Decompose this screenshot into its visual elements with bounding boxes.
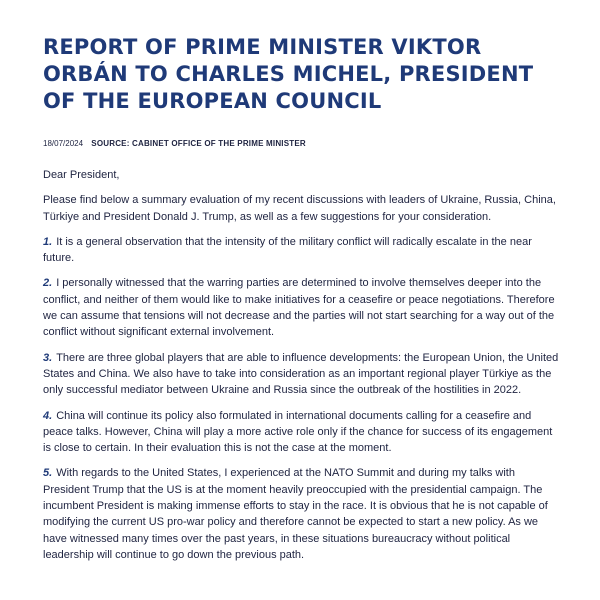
page-title: REPORT OF PRIME MINISTER VIKTOR ORBÁN TO CHARLES MICHEL, PRESIDENT OF THE EUROPEAN COUNCIL (43, 35, 534, 113)
point-paragraph (43, 275, 563, 340)
point-paragraph (43, 350, 563, 399)
point-text: I personally witnessed that the warring parties are determined to involve themselves deeper into the conflict, and neither of them would like to make initiatives for a ceasefire or peace negotiations. Therefore we can assume that tensions will not decrease and the parties will not start searching for a way out of the conflict without significant external involvement. (43, 277, 555, 339)
publish-date: 18/07/2024 (43, 139, 84, 148)
point-text: It is a general observation that the intensity of the military conflict will radically escalate in the near future. (43, 235, 532, 265)
article (43, 34, 563, 572)
point-text: With regards to the United States, I experienced at the NATO Summit and during my talks with President Trump that the US is at the moment heavily preoccupied with the presidential campaign. The incumbent President is making immense efforts to stay in the race. It is obvious that he is not capable of modifying the current US pro-war policy and therefore cannot be expected to start a new policy. As we have witnessed many times over the past years, in these situations bureaucracy without political leadership will continue to go down the previous path. (43, 467, 548, 561)
intro-paragraph: Please find below a summary evaluation of my recent discussions with leaders of Ukraine, Russia, China, Türkiye and President Donald J. Trump, as well as a few suggestions for your consideration. (43, 194, 556, 223)
article-meta (43, 138, 563, 150)
point-number: 1. (43, 235, 53, 248)
point-number: 3. (43, 351, 53, 364)
point-paragraph (43, 465, 563, 563)
point-text: China will continue its policy also formulated in international documents calling for a ceasefire and peace talks. However, China will play a more active role only if the chance for success of its engagement is close to certain. In their evaluation this is not the case at the moment. (43, 409, 553, 455)
point-number: 2. (43, 277, 53, 290)
point-number: 4. (43, 409, 53, 422)
point-paragraph (43, 408, 563, 457)
article-body (43, 167, 563, 563)
salutation: Dear President, (43, 169, 120, 181)
point-paragraph (43, 234, 563, 267)
source-label: SOURCE: CABINET OFFICE OF THE PRIME MINISTER (91, 139, 306, 148)
point-number: 5. (43, 467, 53, 480)
point-text: There are three global players that are able to influence developments: the European Union, the United States and China. We also have to take into consideration as an important regional player Türkiye as the only successful mediator between Ukraine and Russia since the outbreak of the hostilities in 2022. (43, 351, 559, 397)
